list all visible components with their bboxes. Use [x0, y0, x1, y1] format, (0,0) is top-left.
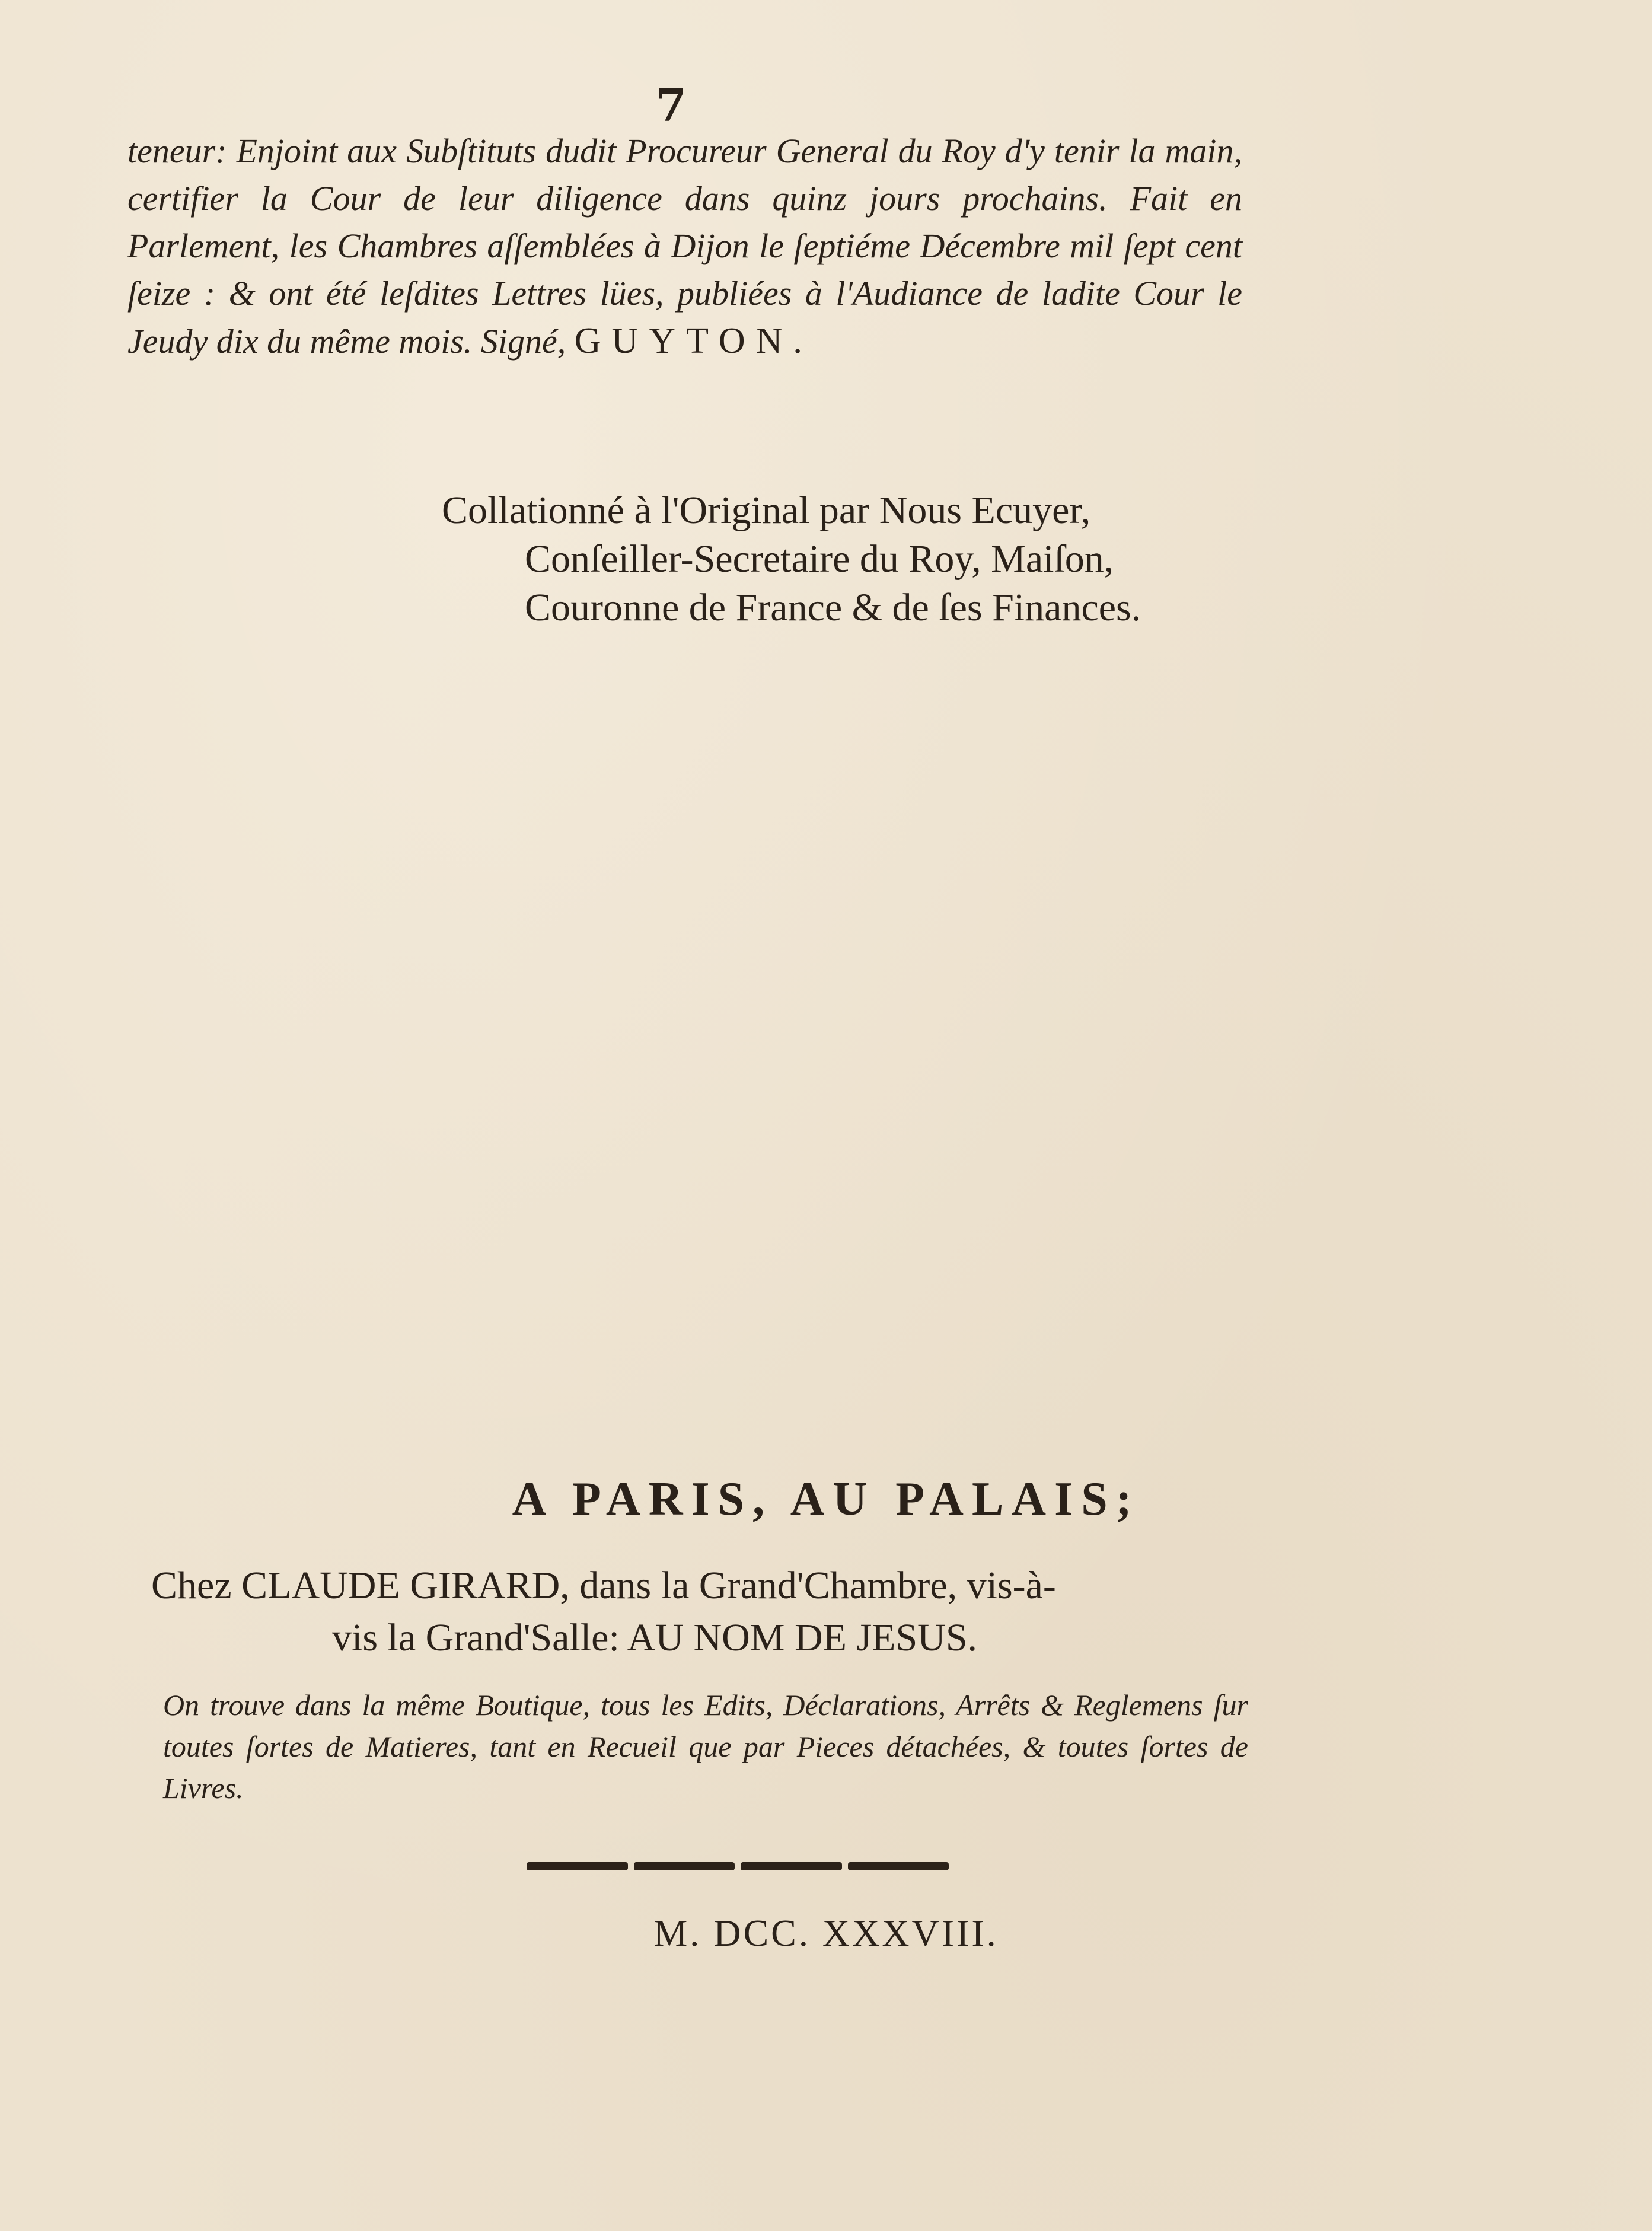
rule-segment	[741, 1862, 842, 1870]
signer-name: GUYTON.	[574, 321, 813, 361]
ornamental-rule	[527, 1862, 949, 1870]
imprint-address-line-2: vis la Grand'Salle: AU NOM DE JESUS.	[332, 1616, 978, 1659]
decree-body: teneur: Enjoint aux Subſtituts dudit Procureur General du Roy d'y tenir la main, certifier la Cour de leur diligence dans quinz jours prochains. Fait en Parlement, les Chambres aſſemblées à Dijon le ſeptiéme Décembre mil ſept cent ſeize : & ont été leſdites Lettres lües, publiées à l'Audiance de ladite Cour le Jeudy dix du même mois. Signé,	[127, 132, 1242, 361]
collation-statement	[442, 486, 1272, 632]
rule-segment	[634, 1862, 735, 1870]
page-number: 7	[655, 79, 687, 132]
imprint-address-line-1: Chez CLAUDE GIRARD, dans la Grand'Chambre, vis-à-	[151, 1564, 1056, 1607]
collation-line-2: Conſeiller-Secretaire du Roy, Maiſon,	[525, 537, 1114, 581]
decree-text	[127, 128, 1242, 365]
rule-segment	[848, 1862, 949, 1870]
imprint-city: A PARIS, AU PALAIS;	[512, 1473, 1140, 1525]
publication-date: M. DCC. XXXVIII.	[653, 1912, 999, 1954]
rule-segment	[527, 1862, 628, 1870]
collation-line-1: Collationné à l'Original par Nous Ecuyer,	[442, 489, 1091, 532]
imprint-address	[151, 1560, 1254, 1664]
bookshop-notice: On trouve dans la même Boutique, tous les Edits, Déclarations, Arrêts & Reglemens ſur toutes ſortes de Matieres, tant en Recueil que par Pieces détachées, & toutes ſortes de Livres.	[163, 1688, 1248, 1805]
collation-line-3: Couronne de France & de ſes Finances.	[525, 586, 1141, 629]
